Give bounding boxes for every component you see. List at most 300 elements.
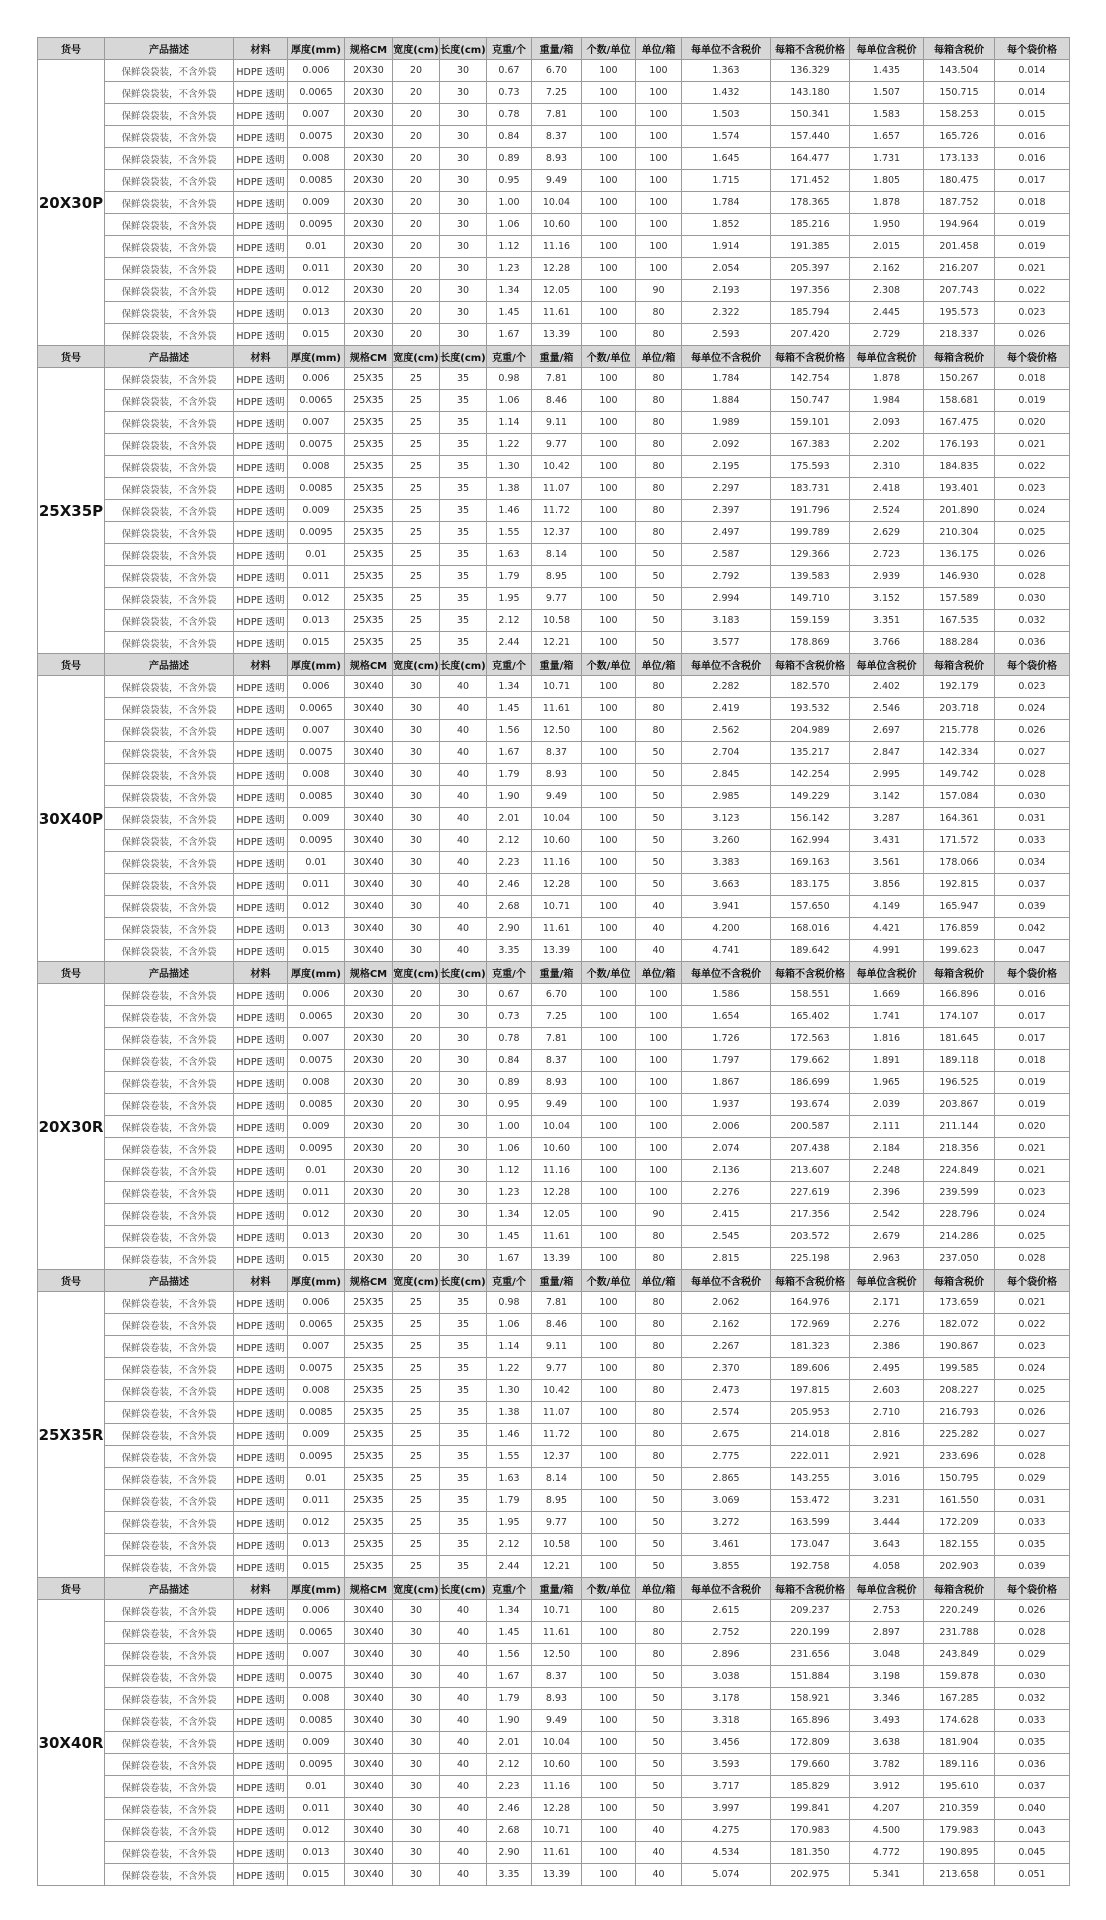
table-row [38,412,1070,434]
weight-per-box-cell: 8.95 [532,566,582,588]
column-header-unit-price-inc-tax: 每单位含税价 [850,38,924,60]
length-cell: 30 [440,82,487,104]
width-cell: 20 [393,126,440,148]
price-per-bag-cell: 0.017 [995,1028,1070,1050]
column-header-material: 材料 [234,1270,288,1292]
material-cell: HDPE 透明 [234,104,288,126]
table-row [38,1490,1070,1512]
product-desc-cell: 保鲜袋袋装，不含外袋 [105,412,234,434]
price-per-bag-cell: 0.043 [995,1820,1070,1842]
weight-per-box-cell: 10.04 [532,192,582,214]
length-cell: 35 [440,390,487,412]
price-per-bag-cell: 0.035 [995,1732,1070,1754]
pcs-per-unit-cell: 100 [582,82,636,104]
length-cell: 30 [440,280,487,302]
product-desc-cell: 保鲜袋卷装，不含外袋 [105,1248,234,1270]
spec-cell: 25X35 [345,544,393,566]
spec-cell: 20X30 [345,1248,393,1270]
header-row [38,1578,1070,1600]
units-per-box-cell: 80 [636,1226,682,1248]
pcs-per-unit-cell: 100 [582,1468,636,1490]
price-per-bag-cell: 0.032 [995,610,1070,632]
weight-per-box-cell: 11.61 [532,918,582,940]
table-body [38,38,1070,1886]
table-row [38,1534,1070,1556]
material-cell: HDPE 透明 [234,1424,288,1446]
weight-per-box-cell: 12.05 [532,1204,582,1226]
length-cell: 40 [440,940,487,962]
units-per-box-cell: 50 [636,808,682,830]
pcs-per-unit-cell: 100 [582,1864,636,1886]
units-per-box-cell: 80 [636,522,682,544]
table-row [38,1226,1070,1248]
thickness-cell: 0.0075 [288,1050,345,1072]
thickness-cell: 0.011 [288,874,345,896]
length-cell: 30 [440,126,487,148]
unit-price-ex-tax-cell: 4.200 [682,918,771,940]
column-header-box-price-inc-tax: 每箱含税价 [924,962,995,984]
column-header-units-per-box: 单位/箱 [636,346,682,368]
thickness-cell: 0.006 [288,368,345,390]
price-per-bag-cell: 0.021 [995,1138,1070,1160]
product-desc-cell: 保鲜袋卷装，不含外袋 [105,1490,234,1512]
unit-price-ex-tax-cell: 1.574 [682,126,771,148]
unit-price-inc-tax-cell: 4.500 [850,1820,924,1842]
width-cell: 25 [393,544,440,566]
unit-price-inc-tax-cell: 3.048 [850,1644,924,1666]
table-row [38,280,1070,302]
spec-cell: 30X40 [345,1732,393,1754]
length-cell: 35 [440,412,487,434]
table-row [38,1182,1070,1204]
box-price-ex-tax-cell: 162.994 [771,830,850,852]
spec-cell: 25X35 [345,478,393,500]
table-row [38,1732,1070,1754]
thickness-cell: 0.0085 [288,478,345,500]
length-cell: 35 [440,1314,487,1336]
width-cell: 20 [393,192,440,214]
material-cell: HDPE 透明 [234,126,288,148]
material-cell: HDPE 透明 [234,1754,288,1776]
width-cell: 30 [393,918,440,940]
column-header-weight-per-box: 重量/箱 [532,1578,582,1600]
pcs-per-unit-cell: 100 [582,1226,636,1248]
length-cell: 35 [440,1402,487,1424]
material-cell: HDPE 透明 [234,1842,288,1864]
thickness-cell: 0.013 [288,1534,345,1556]
column-header-width: 宽度(cm) [393,38,440,60]
width-cell: 25 [393,1358,440,1380]
weight-per-box-cell: 10.58 [532,610,582,632]
gram-per-bag-cell: 0.95 [487,1094,532,1116]
thickness-cell: 0.0095 [288,830,345,852]
units-per-box-cell: 90 [636,1204,682,1226]
units-per-box-cell: 50 [636,852,682,874]
product-desc-cell: 保鲜袋卷装，不含外袋 [105,1182,234,1204]
pcs-per-unit-cell: 100 [582,104,636,126]
length-cell: 30 [440,302,487,324]
units-per-box-cell: 80 [636,1380,682,1402]
material-cell: HDPE 透明 [234,412,288,434]
pcs-per-unit-cell: 100 [582,478,636,500]
spec-cell: 30X40 [345,896,393,918]
product-desc-cell: 保鲜袋袋装，不含外袋 [105,434,234,456]
units-per-box-cell: 100 [636,214,682,236]
table-row [38,1424,1070,1446]
box-price-inc-tax-cell: 192.815 [924,874,995,896]
gram-per-bag-cell: 1.79 [487,764,532,786]
table-row [38,742,1070,764]
unit-price-ex-tax-cell: 3.183 [682,610,771,632]
column-header-item-no: 货号 [38,346,105,368]
product-desc-cell: 保鲜袋袋装，不含外袋 [105,170,234,192]
gram-per-bag-cell: 0.84 [487,126,532,148]
price-per-bag-cell: 0.019 [995,1072,1070,1094]
unit-price-ex-tax-cell: 1.937 [682,1094,771,1116]
unit-price-inc-tax-cell: 3.856 [850,874,924,896]
material-cell: HDPE 透明 [234,192,288,214]
header-row [38,346,1070,368]
units-per-box-cell: 90 [636,280,682,302]
price-per-bag-cell: 0.019 [995,214,1070,236]
box-price-inc-tax-cell: 149.742 [924,764,995,786]
unit-price-ex-tax-cell: 2.704 [682,742,771,764]
gram-per-bag-cell: 0.73 [487,1006,532,1028]
thickness-cell: 0.008 [288,1072,345,1094]
price-per-bag-cell: 0.024 [995,698,1070,720]
column-header-pcs-per-unit: 个数/单位 [582,38,636,60]
price-per-bag-cell: 0.018 [995,368,1070,390]
units-per-box-cell: 50 [636,830,682,852]
spec-cell: 30X40 [345,808,393,830]
spec-cell: 25X35 [345,1336,393,1358]
material-cell: HDPE 透明 [234,720,288,742]
material-cell: HDPE 透明 [234,1358,288,1380]
gram-per-bag-cell: 1.45 [487,1622,532,1644]
material-cell: HDPE 透明 [234,1644,288,1666]
table-row [38,940,1070,962]
pcs-per-unit-cell: 100 [582,1622,636,1644]
table-row [38,192,1070,214]
unit-price-ex-tax-cell: 2.322 [682,302,771,324]
unit-price-ex-tax-cell: 1.654 [682,1006,771,1028]
gram-per-bag-cell: 0.98 [487,368,532,390]
gram-per-bag-cell: 1.06 [487,1314,532,1336]
box-price-inc-tax-cell: 189.118 [924,1050,995,1072]
pcs-per-unit-cell: 100 [582,1754,636,1776]
box-price-ex-tax-cell: 157.440 [771,126,850,148]
product-desc-cell: 保鲜袋卷装，不含外袋 [105,1688,234,1710]
unit-price-inc-tax-cell: 1.816 [850,1028,924,1050]
unit-price-ex-tax-cell: 2.497 [682,522,771,544]
thickness-cell: 0.009 [288,1424,345,1446]
length-cell: 30 [440,1160,487,1182]
price-per-bag-cell: 0.019 [995,390,1070,412]
box-price-ex-tax-cell: 168.016 [771,918,850,940]
product-desc-cell: 保鲜袋袋装，不含外袋 [105,478,234,500]
material-cell: HDPE 透明 [234,368,288,390]
unit-price-inc-tax-cell: 2.546 [850,698,924,720]
thickness-cell: 0.015 [288,632,345,654]
column-header-unit-price-ex-tax: 每单位不含税价 [682,962,771,984]
price-per-bag-cell: 0.029 [995,1468,1070,1490]
length-cell: 30 [440,1094,487,1116]
price-per-bag-cell: 0.037 [995,1776,1070,1798]
width-cell: 30 [393,1666,440,1688]
gram-per-bag-cell: 1.79 [487,1490,532,1512]
price-per-bag-cell: 0.028 [995,764,1070,786]
box-price-ex-tax-cell: 151.884 [771,1666,850,1688]
table-row [38,566,1070,588]
box-price-ex-tax-cell: 143.180 [771,82,850,104]
column-header-box-price-inc-tax: 每箱含税价 [924,1578,995,1600]
width-cell: 25 [393,522,440,544]
spec-cell: 25X35 [345,368,393,390]
gram-per-bag-cell: 1.12 [487,236,532,258]
unit-price-inc-tax-cell: 2.921 [850,1446,924,1468]
thickness-cell: 0.0095 [288,214,345,236]
pcs-per-unit-cell: 100 [582,764,636,786]
spec-cell: 25X35 [345,1402,393,1424]
column-header-pcs-per-unit: 个数/单位 [582,346,636,368]
price-sheet [37,37,1069,1886]
width-cell: 30 [393,852,440,874]
pcs-per-unit-cell: 100 [582,1556,636,1578]
weight-per-box-cell: 13.39 [532,1248,582,1270]
box-price-ex-tax-cell: 169.163 [771,852,850,874]
pcs-per-unit-cell: 100 [582,1512,636,1534]
thickness-cell: 0.0095 [288,1138,345,1160]
table-row [38,1864,1070,1886]
width-cell: 30 [393,742,440,764]
column-header-unit-price-ex-tax: 每单位不含税价 [682,1578,771,1600]
price-per-bag-cell: 0.033 [995,1710,1070,1732]
width-cell: 30 [393,698,440,720]
unit-price-inc-tax-cell: 2.202 [850,434,924,456]
pcs-per-unit-cell: 100 [582,412,636,434]
gram-per-bag-cell: 0.95 [487,170,532,192]
unit-price-inc-tax-cell: 3.561 [850,852,924,874]
units-per-box-cell: 100 [636,148,682,170]
column-header-weight-per-box: 重量/箱 [532,1270,582,1292]
table-row [38,1666,1070,1688]
price-per-bag-cell: 0.051 [995,1864,1070,1886]
column-header-length: 长度(cm) [440,346,487,368]
weight-per-box-cell: 11.61 [532,698,582,720]
units-per-box-cell: 80 [636,720,682,742]
width-cell: 20 [393,280,440,302]
gram-per-bag-cell: 1.06 [487,1138,532,1160]
table-row [38,1138,1070,1160]
material-cell: HDPE 透明 [234,786,288,808]
pcs-per-unit-cell: 100 [582,1688,636,1710]
gram-per-bag-cell: 1.56 [487,720,532,742]
gram-per-bag-cell: 1.34 [487,1600,532,1622]
column-header-pcs-per-unit: 个数/单位 [582,1270,636,1292]
pcs-per-unit-cell: 100 [582,1798,636,1820]
thickness-cell: 0.01 [288,852,345,874]
width-cell: 30 [393,1820,440,1842]
material-cell: HDPE 透明 [234,566,288,588]
spec-cell: 25X35 [345,1446,393,1468]
spec-cell: 20X30 [345,82,393,104]
spec-cell: 20X30 [345,1028,393,1050]
spec-cell: 25X35 [345,522,393,544]
column-header-product-desc: 产品描述 [105,38,234,60]
weight-per-box-cell: 6.70 [532,60,582,82]
table-row [38,1600,1070,1622]
weight-per-box-cell: 10.60 [532,1754,582,1776]
price-per-bag-cell: 0.017 [995,170,1070,192]
column-header-weight-per-box: 重量/箱 [532,962,582,984]
spec-cell: 25X35 [345,1358,393,1380]
box-price-inc-tax-cell: 150.795 [924,1468,995,1490]
pcs-per-unit-cell: 100 [582,236,636,258]
spec-cell: 30X40 [345,676,393,698]
box-price-ex-tax-cell: 204.989 [771,720,850,742]
product-desc-cell: 保鲜袋袋装，不含外袋 [105,82,234,104]
gram-per-bag-cell: 0.73 [487,82,532,104]
box-price-ex-tax-cell: 175.593 [771,456,850,478]
material-cell: HDPE 透明 [234,1490,288,1512]
width-cell: 25 [393,478,440,500]
material-cell: HDPE 透明 [234,1600,288,1622]
box-price-ex-tax-cell: 159.159 [771,610,850,632]
box-price-ex-tax-cell: 217.356 [771,1204,850,1226]
length-cell: 40 [440,874,487,896]
length-cell: 35 [440,1358,487,1380]
column-header-length: 长度(cm) [440,962,487,984]
box-price-ex-tax-cell: 225.198 [771,1248,850,1270]
unit-price-ex-tax-cell: 2.994 [682,588,771,610]
weight-per-box-cell: 10.71 [532,1600,582,1622]
box-price-ex-tax-cell: 183.731 [771,478,850,500]
unit-price-inc-tax-cell: 5.341 [850,1864,924,1886]
box-price-inc-tax-cell: 225.282 [924,1424,995,1446]
length-cell: 35 [440,566,487,588]
units-per-box-cell: 80 [636,500,682,522]
price-per-bag-cell: 0.022 [995,280,1070,302]
column-header-box-price-ex-tax: 每箱不含税价格 [771,1578,850,1600]
thickness-cell: 0.013 [288,918,345,940]
price-per-bag-cell: 0.030 [995,588,1070,610]
box-price-inc-tax-cell: 195.573 [924,302,995,324]
price-per-bag-cell: 0.026 [995,720,1070,742]
length-cell: 35 [440,500,487,522]
box-price-ex-tax-cell: 179.660 [771,1754,850,1776]
box-price-inc-tax-cell: 203.718 [924,698,995,720]
units-per-box-cell: 40 [636,1820,682,1842]
length-cell: 35 [440,544,487,566]
spec-cell: 25X35 [345,566,393,588]
table-row [38,1314,1070,1336]
thickness-cell: 0.0085 [288,1710,345,1732]
box-price-inc-tax-cell: 224.849 [924,1160,995,1182]
box-price-ex-tax-cell: 150.747 [771,390,850,412]
unit-price-ex-tax-cell: 2.193 [682,280,771,302]
price-per-bag-cell: 0.018 [995,1050,1070,1072]
unit-price-inc-tax-cell: 2.995 [850,764,924,786]
width-cell: 20 [393,104,440,126]
pcs-per-unit-cell: 100 [582,1842,636,1864]
gram-per-bag-cell: 1.14 [487,412,532,434]
pcs-per-unit-cell: 100 [582,1644,636,1666]
units-per-box-cell: 80 [636,324,682,346]
gram-per-bag-cell: 3.35 [487,1864,532,1886]
product-desc-cell: 保鲜袋卷装，不含外袋 [105,1644,234,1666]
thickness-cell: 0.0065 [288,1622,345,1644]
box-price-ex-tax-cell: 156.142 [771,808,850,830]
thickness-cell: 0.01 [288,1160,345,1182]
width-cell: 20 [393,1182,440,1204]
material-cell: HDPE 透明 [234,1534,288,1556]
table-row [38,1160,1070,1182]
spec-cell: 20X30 [345,324,393,346]
unit-price-ex-tax-cell: 2.195 [682,456,771,478]
product-desc-cell: 保鲜袋卷装，不含外袋 [105,1006,234,1028]
thickness-cell: 0.011 [288,566,345,588]
price-per-bag-cell: 0.021 [995,258,1070,280]
column-header-price-per-bag: 每个袋价格 [995,654,1070,676]
product-desc-cell: 保鲜袋卷装，不含外袋 [105,1556,234,1578]
weight-per-box-cell: 11.61 [532,1622,582,1644]
product-desc-cell: 保鲜袋卷装，不含外袋 [105,1754,234,1776]
pcs-per-unit-cell: 100 [582,368,636,390]
units-per-box-cell: 100 [636,984,682,1006]
material-cell: HDPE 透明 [234,610,288,632]
length-cell: 40 [440,1622,487,1644]
unit-price-inc-tax-cell: 1.657 [850,126,924,148]
units-per-box-cell: 40 [636,896,682,918]
width-cell: 25 [393,1424,440,1446]
gram-per-bag-cell: 2.46 [487,1798,532,1820]
column-header-pcs-per-unit: 个数/单位 [582,1578,636,1600]
pcs-per-unit-cell: 100 [582,1424,636,1446]
width-cell: 30 [393,1776,440,1798]
box-price-inc-tax-cell: 199.585 [924,1358,995,1380]
box-price-ex-tax-cell: 149.710 [771,588,850,610]
pcs-per-unit-cell: 100 [582,1292,636,1314]
material-cell: HDPE 透明 [234,742,288,764]
unit-price-inc-tax-cell: 1.435 [850,60,924,82]
length-cell: 30 [440,214,487,236]
units-per-box-cell: 50 [636,632,682,654]
unit-price-ex-tax-cell: 2.397 [682,500,771,522]
table-row [38,1006,1070,1028]
unit-price-inc-tax-cell: 3.431 [850,830,924,852]
thickness-cell: 0.0065 [288,1314,345,1336]
spec-cell: 20X30 [345,1204,393,1226]
product-desc-cell: 保鲜袋袋装，不含外袋 [105,456,234,478]
box-price-inc-tax-cell: 136.175 [924,544,995,566]
gram-per-bag-cell: 0.89 [487,148,532,170]
box-price-ex-tax-cell: 164.477 [771,148,850,170]
unit-price-inc-tax-cell: 2.939 [850,566,924,588]
width-cell: 30 [393,940,440,962]
gram-per-bag-cell: 2.12 [487,1534,532,1556]
table-row [38,896,1070,918]
column-header-box-price-inc-tax: 每箱含税价 [924,38,995,60]
length-cell: 35 [440,1490,487,1512]
table-row [38,1798,1070,1820]
box-price-inc-tax-cell: 167.535 [924,610,995,632]
column-header-width: 宽度(cm) [393,1270,440,1292]
table-row [38,874,1070,896]
width-cell: 20 [393,1028,440,1050]
unit-price-inc-tax-cell: 2.542 [850,1204,924,1226]
table-row [38,1556,1070,1578]
unit-price-ex-tax-cell: 2.593 [682,324,771,346]
